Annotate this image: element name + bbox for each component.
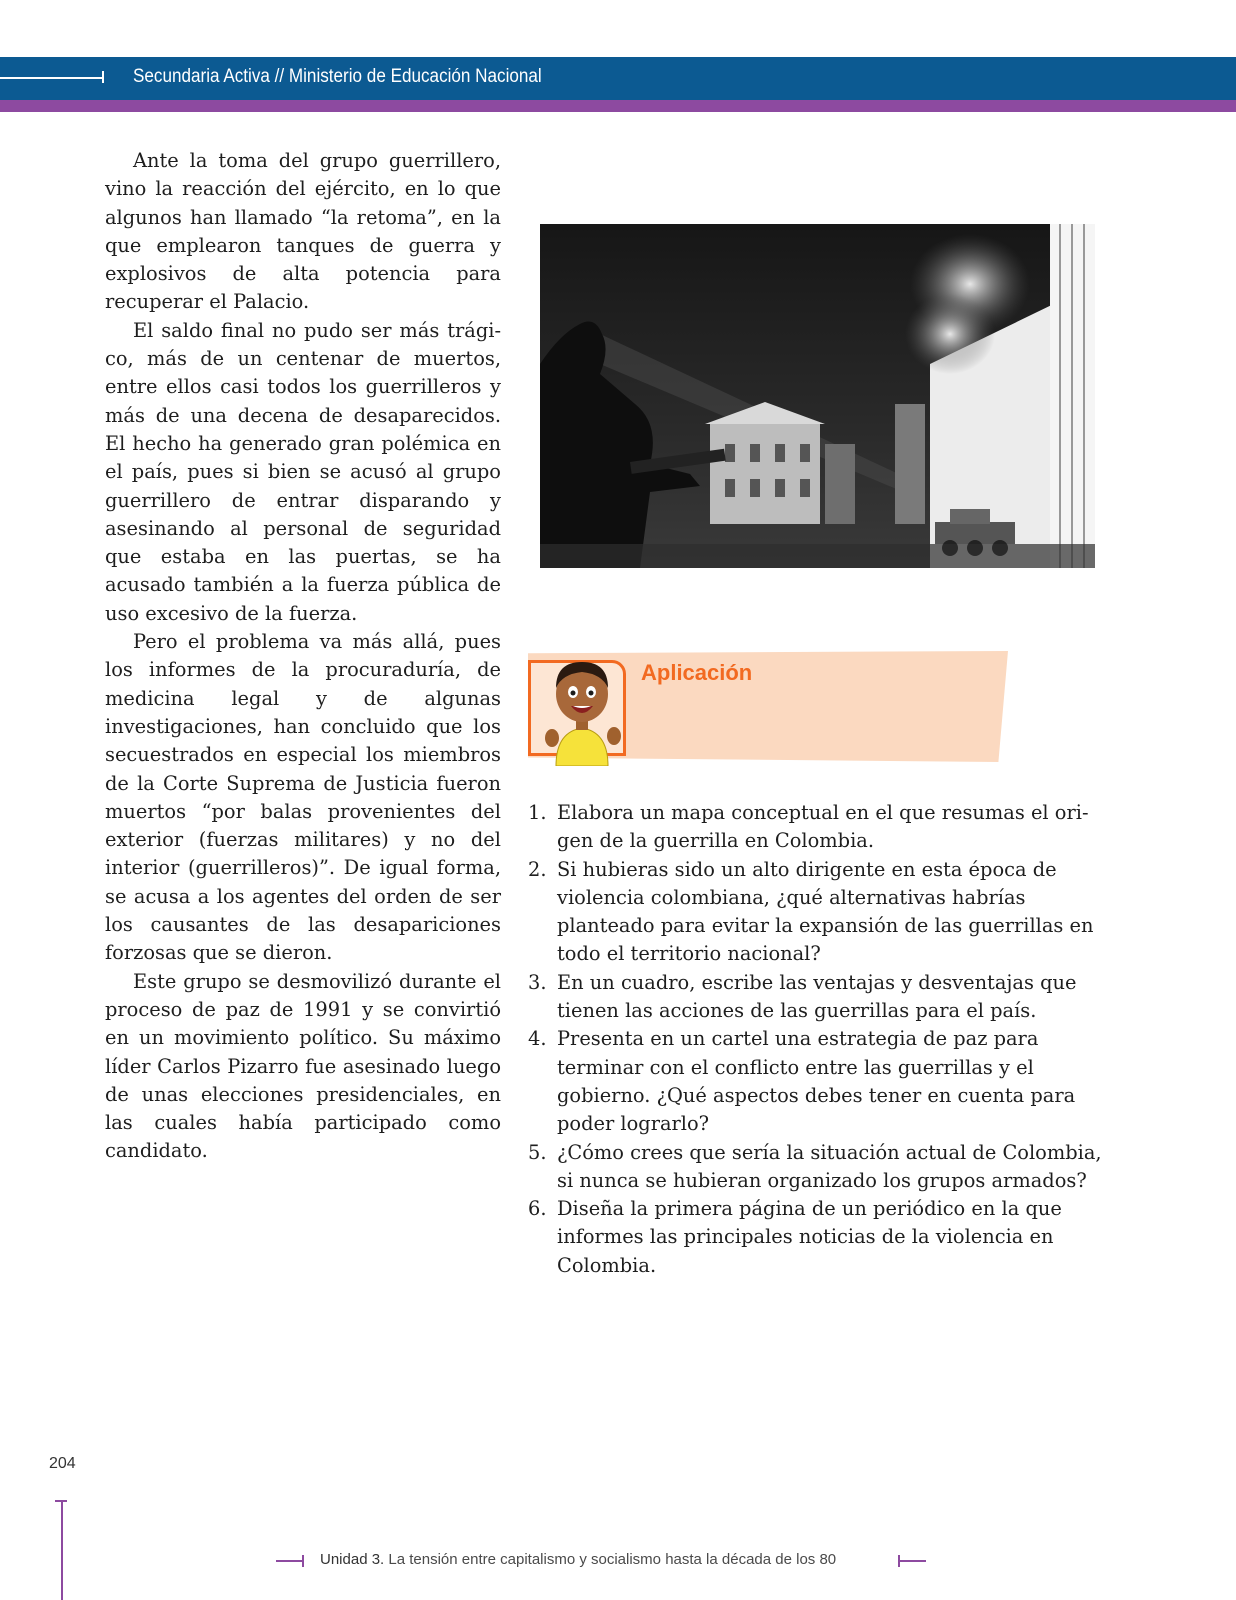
header-title: Secundaria Activa // Ministerio de Educación Nacional (133, 66, 542, 87)
activity-text: Elabora un mapa conceptual en el que resumas el origen de la guerrilla en Colombia. (557, 801, 1089, 853)
activity-text: Si hubieras sido un alto dirigente en esta época de violencia colombiana, ¿qué alternativas habrías planteado para evitar la expansión de las guerrillas en todo el territorio nacional? (557, 857, 1094, 966)
footer-right-marker-tick (898, 1555, 900, 1567)
list-item: 4. Presenta en un cartel una estrategia de paz para terminar con el conflicto entre las guerrillas y el gobierno. ¿Qué aspectos debes tener en cuenta para poder lograrlo? (528, 1027, 1076, 1136)
list-item: 1. Elabora un mapa conceptual en el que resumas el origen de la guerrilla en Colombia. (528, 801, 1089, 853)
body-text-column (105, 147, 501, 1166)
aplicacion-title: Aplicación (641, 660, 753, 685)
student-character-icon (542, 648, 622, 766)
activity-text: Diseña la primera página de un periódico en la que informes las principales noticias de la violencia en Colombia. (557, 1197, 1062, 1277)
footer-vertical-rule (61, 1501, 63, 1600)
footer-unit-title (320, 1551, 836, 1568)
paragraph: Este grupo se desmovilizó durante el proceso de paz de 1991 y se convirtió en un movimiento político. Su máximo líder Carlos Pizarro fue asesinado luego de unas elecciones presidenciales, en las cuales había participado como candidato. (105, 969, 501, 1163)
footer-left-marker (276, 1560, 304, 1562)
page-number: 204 (49, 1455, 76, 1472)
header-rule-tick (102, 71, 104, 83)
unit-title: La tensión entre capitalismo y socialismo hasta la década de los 80 (388, 1551, 837, 1568)
palace-photo (540, 224, 1095, 568)
paragraph: Ante la toma del grupo guerrillero, vino la reacción del ejército, en lo que algunos han llamado “la retoma”, en la que emplearon tanques de guerra y explosivos de alta potencia para recuperar el Palacio. (105, 149, 501, 314)
list-item: 6. Diseña la primera página de un periódico en la que informes las principales noticias de la violencia en Colombia. (528, 1197, 1062, 1277)
header-rule (0, 77, 104, 79)
list-item: 3. En un cuadro, escribe las ventajas y desventajas que tienen las acciones de las guerrillas para el país. (528, 970, 1077, 1023)
activity-text: Presenta en un cartel una estrategia de paz para terminar con el conflicto entre las guerrillas y el gobierno. ¿Qué aspectos debes tener en cuenta para poder lograrlo? (557, 1027, 1076, 1136)
activities-list (528, 799, 1103, 1280)
paragraph: Pero el problema va más allá, pues los informes de la procuraduría, de medicina legal y de algunas investigaciones, han concluido que los secuestrados en especial los miembros de la Corte Suprema de Justicia fueron muertos “por balas provenientes del exterior (fuerzas militares) y no del interior (guerrilleros)”. De igual forma, se acusa a los agentes del orden de ser los causantes de las desapariciones forzosas que se dieron. (105, 630, 501, 965)
header-stripe (0, 100, 1236, 112)
list-item: 5. ¿Cómo crees que sería la situación actual de Colombia, si nunca se hubieran organizado los grupos armados? (528, 1140, 1102, 1192)
footer-left-marker-tick (302, 1555, 304, 1567)
unit-label: Unidad 3. (320, 1551, 385, 1568)
list-item: 2. Si hubieras sido un alto dirigente en esta época de violencia colombiana, ¿qué alternativas habrías planteado para evitar la expansión de las guerrillas en todo el territorio nacional? (528, 857, 1094, 966)
footer-right-marker (898, 1560, 926, 1562)
paragraph: El saldo final no pudo ser más trágico, más de un centenar de muertos, entre ellos casi todos los guerrilleros y más de una decena de desaparecidos. El hecho ha generado gran polémica en el país, pues si bien se acusó al grupo guerrillero de entrar disparando y asesinando al personal de seguridad que estaba en las puertas, se ha acusado también a la fuerza pública de uso excesivo de la fuerza. (105, 318, 501, 625)
activity-text: En un cuadro, escribe las ventajas y desventajas que tienen las acciones de las guerrillas para el país. (557, 970, 1077, 1023)
activity-text: ¿Cómo crees que sería la situación actual de Colombia, si nunca se hubieran organizado los grupos armados? (557, 1140, 1102, 1192)
